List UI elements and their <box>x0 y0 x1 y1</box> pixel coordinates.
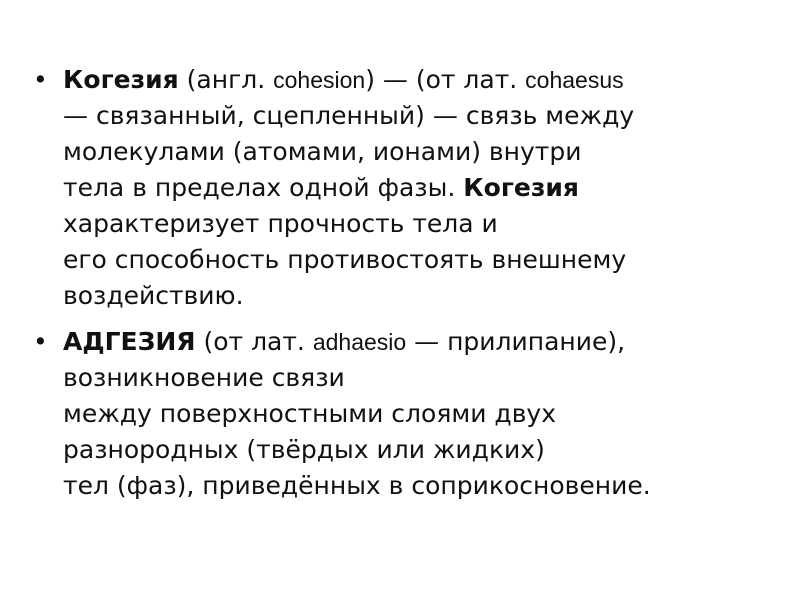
text-line <box>63 62 780 98</box>
text-line: его способность противостоять внешнему <box>63 245 627 274</box>
bullet-list <box>30 62 780 514</box>
bullet-item-adhesion <box>30 324 780 504</box>
paragraph-cohesion <box>63 62 780 314</box>
bullet-icon: • <box>33 65 48 94</box>
term-cohesion: Когезия <box>63 65 179 94</box>
text-span: (англ. <box>178 65 274 94</box>
text-line: разнородных (твёрдых или жидких) <box>63 435 545 464</box>
text-line <box>63 170 780 206</box>
text-line: между поверхностными слоями двух <box>63 399 557 428</box>
text-line: молекулами (атомами, ионами) внутри <box>63 137 582 166</box>
text-span: (от лат. <box>195 327 313 356</box>
text-line: воздействию. <box>63 281 244 310</box>
term-cohesion: Когезия <box>463 173 579 202</box>
latin-word: adhaesio <box>312 329 407 355</box>
latin-word: cohesion <box>273 67 366 93</box>
text-line: — связанный, сцепленный) — связь между <box>63 101 635 130</box>
text-line <box>63 324 780 360</box>
text-line: характеризует прочность тела и <box>63 209 498 238</box>
text-span: тела в пределах одной фазы. <box>63 173 464 202</box>
text-line: возникновение связи <box>63 363 345 392</box>
text-line: тел (фаз), приведённых в соприкосновение. <box>63 471 651 500</box>
text-span: ) — (от лат. <box>365 65 526 94</box>
bullet-item-cohesion <box>30 62 780 314</box>
paragraph-adhesion <box>63 324 780 504</box>
latin-word: cohaesus <box>525 67 624 93</box>
term-adhesion: АДГЕЗИЯ <box>63 327 196 356</box>
text-span: — прилипание), <box>406 327 626 356</box>
bullet-icon: • <box>33 327 48 356</box>
